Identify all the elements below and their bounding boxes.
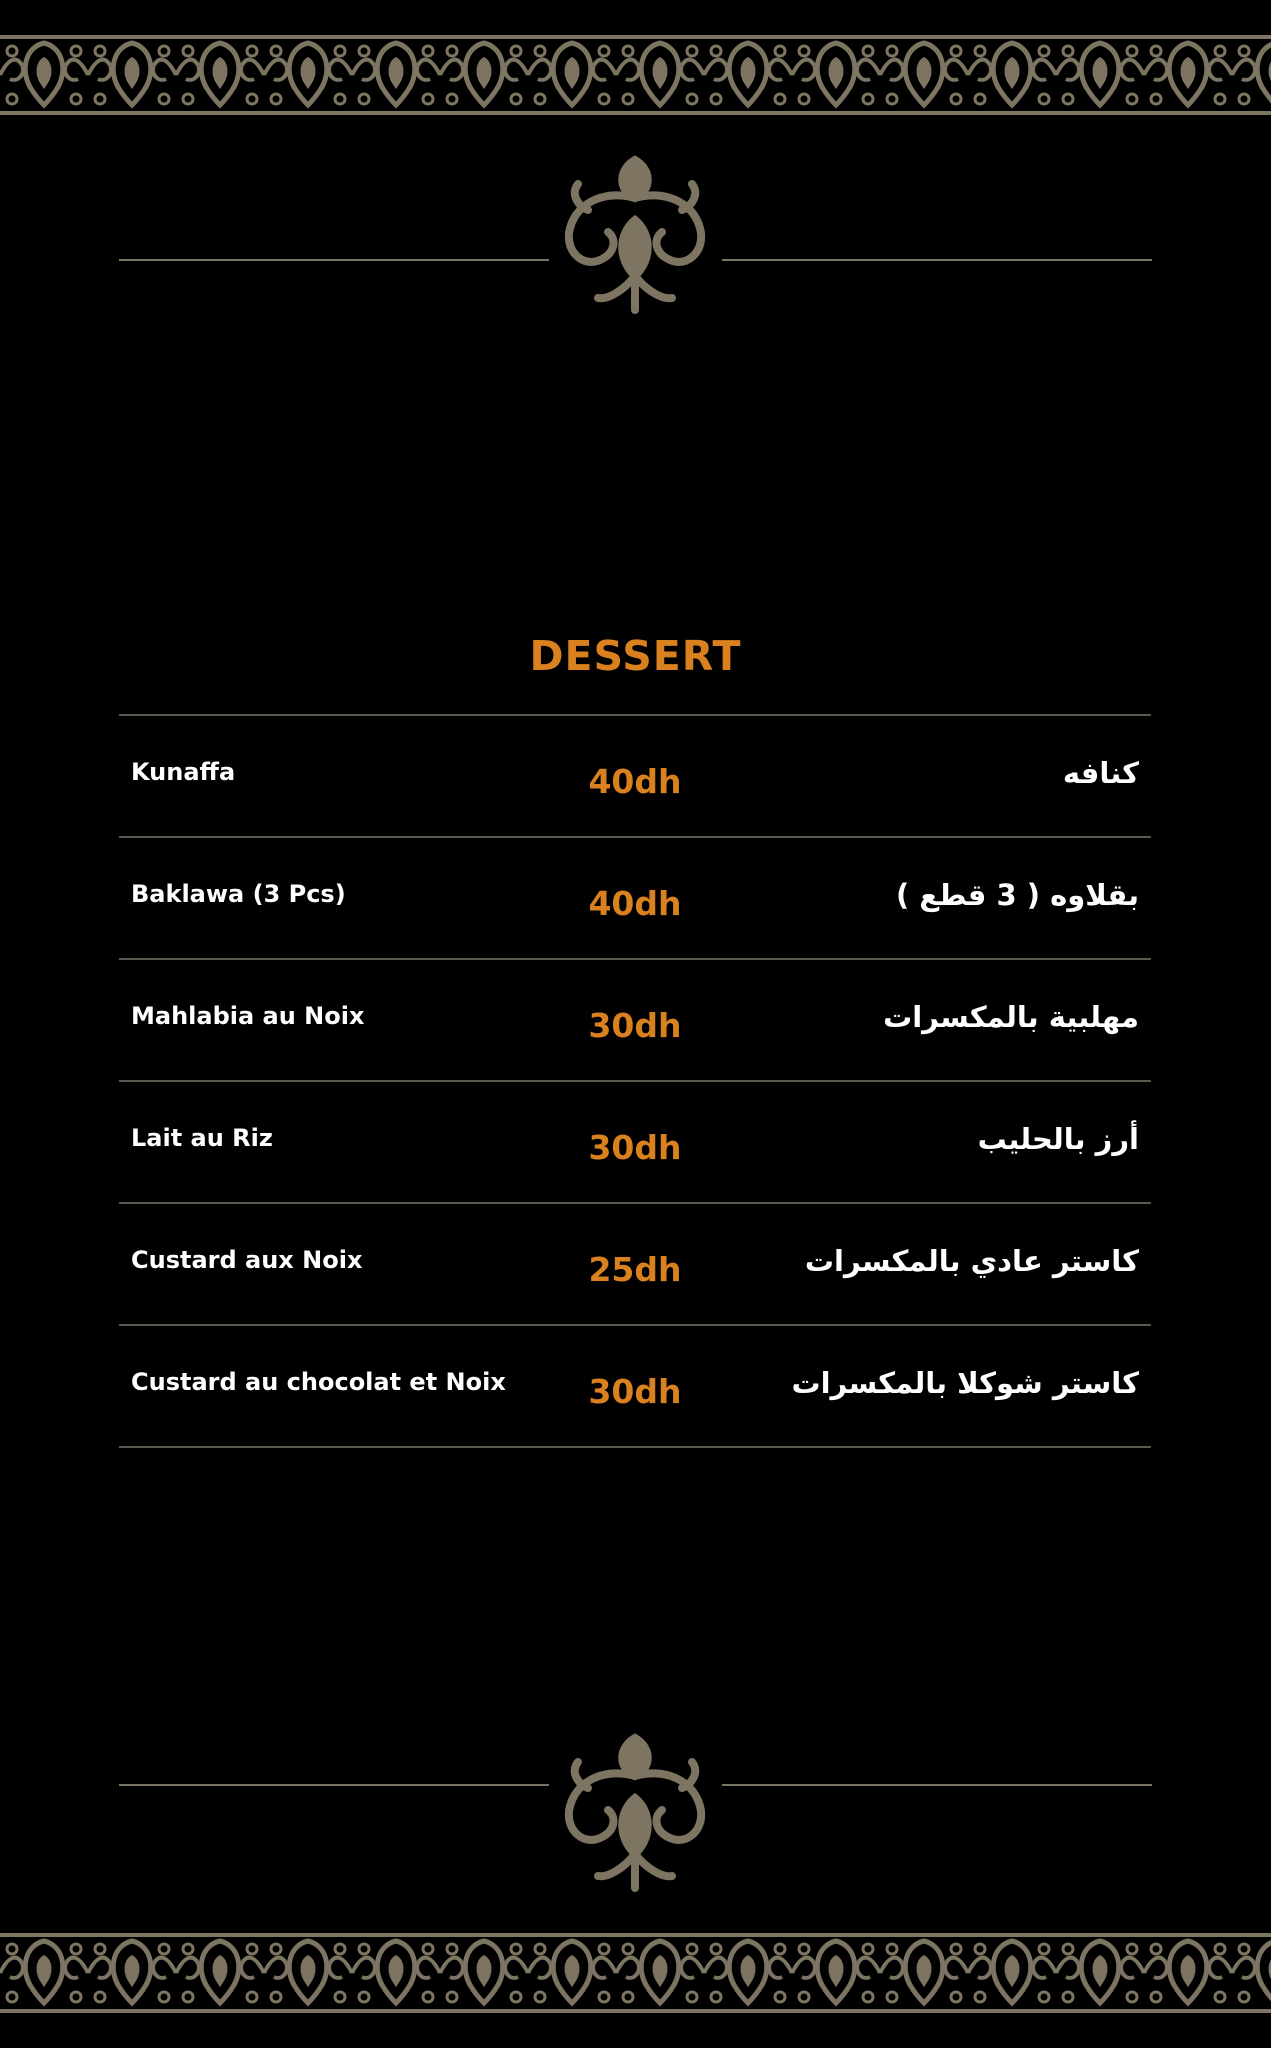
item-price: 30dh <box>588 1372 682 1411</box>
section-title: DESSERT <box>529 632 742 680</box>
bottom-rule-right <box>722 1784 1152 1786</box>
item-price: 30dh <box>588 1128 682 1167</box>
item-name-french: Baklawa (3 Pcs) <box>131 880 346 908</box>
arabesque-border-bottom-svg <box>0 1933 1271 2013</box>
top-rule-left <box>119 259 549 261</box>
menu-item <box>119 960 1151 1082</box>
bottom-rule-left <box>119 1784 549 1786</box>
top-rule-right <box>722 259 1152 261</box>
item-name-french: Custard aux Noix <box>131 1246 363 1274</box>
item-name-arabic: كاستر شوكلا بالمكسرات <box>791 1366 1139 1400</box>
top-medallion-icon <box>548 150 722 322</box>
menu-item <box>119 716 1151 838</box>
item-price: 40dh <box>588 884 682 923</box>
item-name-arabic: أرز بالحليب <box>977 1122 1139 1156</box>
menu-item <box>119 1326 1151 1448</box>
item-price: 30dh <box>588 1006 682 1045</box>
item-name-french: Custard au chocolat et Noix <box>131 1368 506 1396</box>
dessert-menu <box>119 714 1151 1448</box>
arabesque-border-top-svg <box>0 35 1271 115</box>
item-name-french: Lait au Riz <box>131 1124 273 1152</box>
bottom-ornamental-border <box>0 1933 1271 2013</box>
item-price: 40dh <box>588 762 682 801</box>
item-name-arabic: مهلبية بالمكسرات <box>883 1000 1139 1034</box>
item-name-french: Kunaffa <box>131 758 236 786</box>
item-name-french: Mahlabia au Noix <box>131 1002 365 1030</box>
item-name-arabic: بقلاوه ( 3 قطع ) <box>895 878 1139 912</box>
item-price: 25dh <box>588 1250 682 1289</box>
menu-item <box>119 838 1151 960</box>
item-name-arabic: كنافه <box>1062 756 1139 790</box>
menu-item <box>119 1082 1151 1204</box>
menu-item <box>119 1204 1151 1326</box>
top-ornamental-border <box>0 35 1271 115</box>
bottom-medallion-icon <box>548 1728 722 1900</box>
item-name-arabic: كاستر عادي بالمكسرات <box>804 1244 1139 1278</box>
